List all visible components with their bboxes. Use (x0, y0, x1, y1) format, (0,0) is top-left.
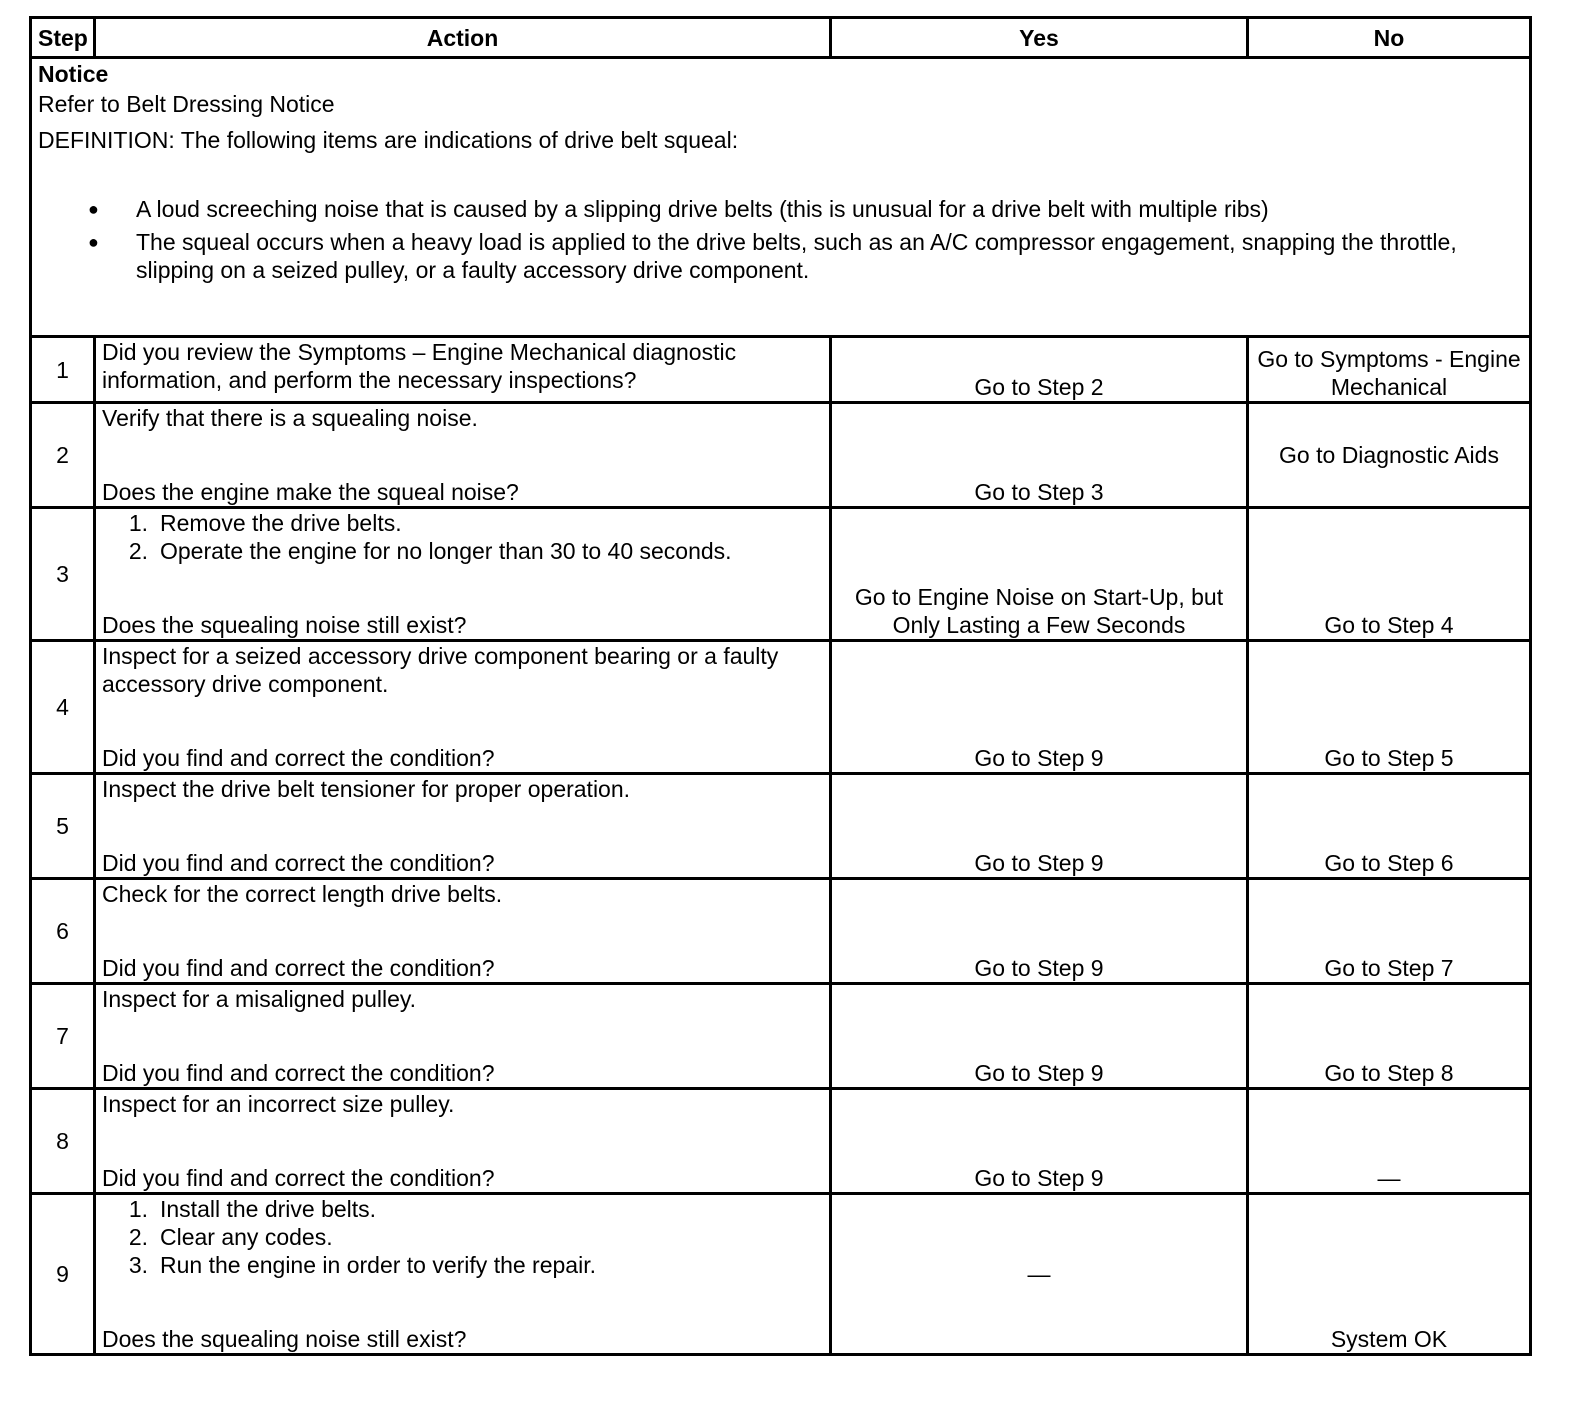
step-instruction: Inspect for a misaligned pulley. (102, 986, 417, 1012)
step-row-1 (31, 337, 1531, 403)
step-action (95, 774, 831, 879)
step-number: 1 (31, 337, 95, 403)
step-question: Did you find and correct the condition? (102, 745, 495, 771)
step-no: Go to Step 4 (1248, 508, 1531, 641)
step-action (95, 403, 831, 508)
step-row-5 (31, 774, 1531, 879)
step-question: Did you find and correct the condition? (102, 1060, 495, 1086)
step-no: Go to Symptoms - Engine Mechanical (1248, 337, 1531, 403)
step-no: Go to Step 7 (1248, 879, 1531, 984)
notice-bullet-list (38, 195, 1523, 284)
step-number: 3 (31, 508, 95, 641)
step-no: Go to Step 6 (1248, 774, 1531, 879)
step-no: Go to Step 5 (1248, 641, 1531, 774)
step-action (95, 1089, 831, 1194)
notice-cell (31, 58, 1531, 337)
step-yes: Go to Step 9 (831, 774, 1248, 879)
step-no: System OK (1248, 1194, 1531, 1355)
header-row (31, 18, 1531, 58)
step-number: 4 (31, 641, 95, 774)
step-number: 8 (31, 1089, 95, 1194)
substep (128, 537, 823, 565)
step-row-7 (31, 984, 1531, 1089)
step-yes: Go to Step 3 (831, 403, 1248, 508)
step-yes: — (831, 1194, 1248, 1355)
step-no: — (1248, 1089, 1531, 1194)
step-instruction: Check for the correct length drive belts. (102, 881, 503, 907)
step-row-3 (31, 508, 1531, 641)
notice-reference: Refer to Belt Dressing Notice (38, 91, 335, 117)
step-action: Did you review the Symptoms – Engine Mechanical diagnostic information, and perform the necessary inspections? (95, 337, 831, 403)
step-number: 6 (31, 879, 95, 984)
substep-list (102, 509, 823, 565)
step-yes: Go to Step 9 (831, 641, 1248, 774)
notice-title: Notice (38, 61, 109, 87)
step-row-9 (31, 1194, 1531, 1355)
diagnostic-table (29, 16, 1532, 1356)
header-action: Action (95, 18, 831, 58)
step-no: Go to Diagnostic Aids (1248, 403, 1531, 508)
step-instruction: Verify that there is a squealing noise. (102, 405, 478, 431)
step-yes: Go to Step 9 (831, 1089, 1248, 1194)
step-row-6 (31, 879, 1531, 984)
step-number: 9 (31, 1194, 95, 1355)
bullet-text: A loud screeching noise that is caused by a slipping drive belts (this is unusual for a drive belt with multiple ribs) (136, 196, 1269, 222)
step-no: Go to Step 8 (1248, 984, 1531, 1089)
substep-text: Clear any codes. (160, 1224, 333, 1250)
bullet-icon: ● (88, 232, 99, 252)
notice-definition: DEFINITION: The following items are indications of drive belt squeal: (38, 127, 739, 153)
substep-list (102, 1195, 823, 1279)
substep-number: 2. (128, 538, 148, 564)
step-question: Did you find and correct the condition? (102, 850, 495, 876)
substep-number: 1. (128, 510, 148, 536)
step-yes: Go to Engine Noise on Start-Up, but Only Lasting a Few Seconds (831, 508, 1248, 641)
step-yes: Go to Step 2 (831, 337, 1248, 403)
step-question: Does the squealing noise still exist? (102, 612, 467, 638)
step-instruction: Inspect for an incorrect size pulley. (102, 1091, 455, 1117)
substep (128, 509, 823, 537)
header-no: No (1248, 18, 1531, 58)
header-yes: Yes (831, 18, 1248, 58)
substep (128, 1195, 823, 1223)
substep-text: Install the drive belts. (160, 1196, 377, 1222)
step-question: Did you find and correct the condition? (102, 955, 495, 981)
step-number: 7 (31, 984, 95, 1089)
step-question: Does the squealing noise still exist? (102, 1326, 467, 1352)
notice-row (31, 58, 1531, 337)
step-number: 2 (31, 403, 95, 508)
step-action (95, 641, 831, 774)
step-instruction: Inspect for a seized accessory drive component bearing or a faulty accessory drive component. (102, 643, 779, 697)
step-row-2 (31, 403, 1531, 508)
bullet-text: The squeal occurs when a heavy load is applied to the drive belts, such as an A/C compressor engagement, snapping the throttle, slipping on a seized pulley, or a faulty accessory drive component. (136, 229, 1457, 283)
step-action (95, 508, 831, 641)
substep-number: 1. (128, 1196, 148, 1222)
substep (128, 1251, 823, 1279)
step-row-4 (31, 641, 1531, 774)
notice-bullet (88, 195, 1523, 223)
header-step: Step (31, 18, 95, 58)
step-yes: Go to Step 9 (831, 984, 1248, 1089)
substep-number: 3. (128, 1252, 148, 1278)
bullet-icon: ● (88, 199, 99, 219)
step-action (95, 879, 831, 984)
substep (128, 1223, 823, 1251)
step-action (95, 1194, 831, 1355)
notice-bullet (88, 228, 1523, 284)
step-row-8 (31, 1089, 1531, 1194)
step-question: Did you find and correct the condition? (102, 1165, 495, 1191)
substep-text: Remove the drive belts. (160, 510, 402, 536)
substep-number: 2. (128, 1224, 148, 1250)
step-action (95, 984, 831, 1089)
substep-text: Operate the engine for no longer than 30 to 40 seconds. (160, 538, 732, 564)
step-number: 5 (31, 774, 95, 879)
step-instruction: Inspect the drive belt tensioner for proper operation. (102, 776, 631, 802)
step-yes: Go to Step 9 (831, 879, 1248, 984)
substep-text: Run the engine in order to verify the repair. (160, 1252, 596, 1278)
step-question: Does the engine make the squeal noise? (102, 479, 519, 505)
